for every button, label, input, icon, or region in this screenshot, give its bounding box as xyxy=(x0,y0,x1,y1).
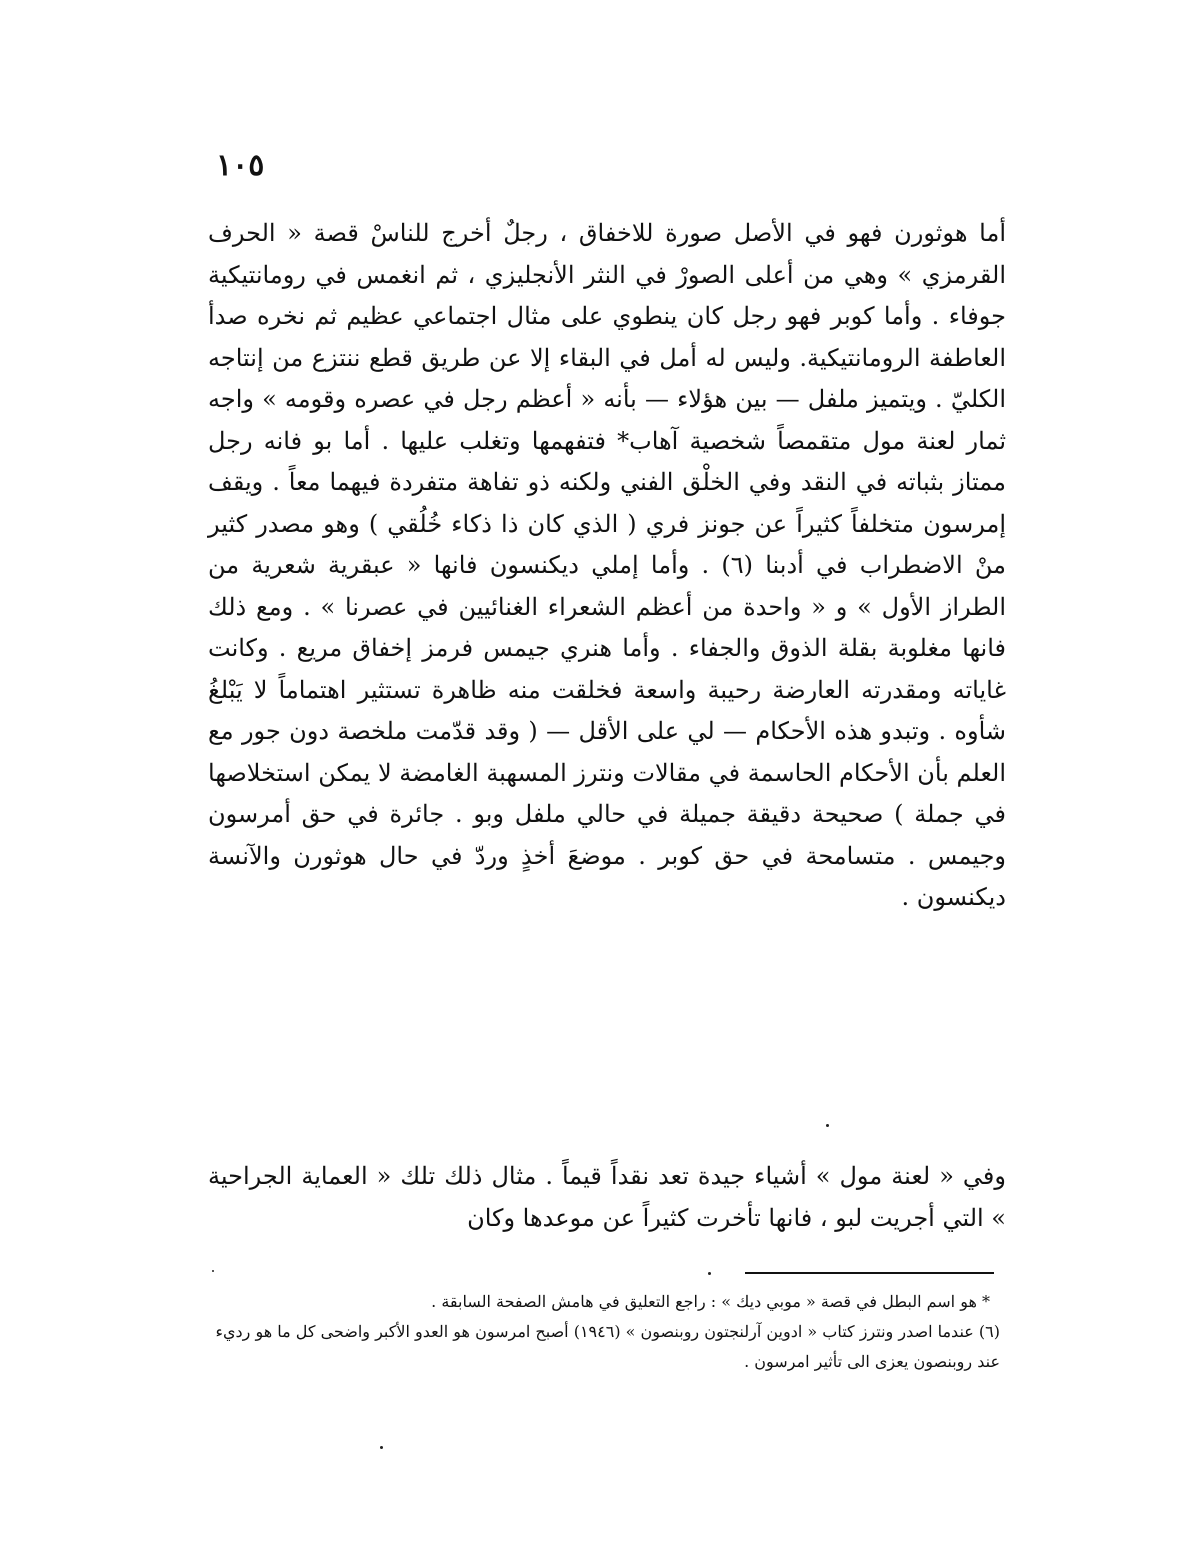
footnote-star: * هو اسم البطل في قصة « موبي ديك » : راجع التعليق في هامش الصفحة السابقة . xyxy=(431,1292,990,1311)
body-paragraph-1 xyxy=(208,213,1006,919)
footnote-separator xyxy=(745,1272,994,1274)
page-number: ١٠٥ xyxy=(216,148,265,183)
paragraph-text: أما هوثورن فهو في الأصل صورة للاخفاق ، رجلٌ أخرج للناسْ قصة « الحرف القرمزي » وهي من أعلى الصورْ في النثر الأنجليزي ، ثم انغمس في رومانتيكية جوفاء . وأما كوبر فهو رجل كان ينطوي على مثال اجتماعي عظيم ثم نخره صدأ العاطفة الرومانتيكية. وليس له أمل في البقاء إلا عن طريق قطع ننتزع من إنتاجه الكليّ . ويتميز ملفل — بين هؤلاء — بأنه « أعظم رجل في عصره وقومه » واجه ثمار لعنة مول متقمصاً شخصية آهاب* فتفهمها وتغلب عليها . أما بو فانه رجل ممتاز بثباته في النقد وفي الخلْق الفني ولكنه ذو تفاهة متفردة فيهما معاً . ويقف إمرسون متخلفاً كثيراً عن جونز فري ( الذي كان ذا ذكاء خُلُقي ) وهو مصدر كثير منْ الاضطراب في أدبنا (٦) . وأما إملي ديكنسون فانها « عبقرية شعرية من الطراز الأول » و « واحدة من أعظم الشعراء الغنائيين في عصرنا » . ومع ذلك فانها مغلوبة بقلة الذوق والجفاء . وأما هنري جيمس فرمز إخفاق مريع . وكانت غاياته ومقدرته العارضة رحيبة واسعة فخلقت منه ظاهرة تستثير اهتماماً لا يَبْلغُ شأوه . وتبدو هذه الأحكام — لي على الأقل — ( وقد قدّمت ملخصة دون جور مع العلم بأن الأحكام الحاسمة في مقالات ونترز المسهبة الغامضة لا يمكن استخلاصها في جملة ) صحيحة دقيقة جميلة في حالي ملفل وبو . جائرة في حق أمرسون وجيمس . متسامحة في حق كوبر . موضعَ أخذٍ وردّ في حال هوثورن والآنسة ديكنسون . xyxy=(208,219,1007,911)
scan-speck xyxy=(708,1272,711,1275)
scan-speck xyxy=(212,1270,214,1272)
body-paragraph-2 xyxy=(208,1156,1006,1239)
scan-speck xyxy=(826,1124,829,1127)
paragraph-text: وفي « لعنة مول » أشياء جيدة تعد نقداً قيماً . مثال ذلك تلك « العماية الجراحية » التي أجريت لبو ، فانها تأخرت كثيراً عن موعدها وكان xyxy=(208,1162,1006,1232)
footnote-6: (٦) عندما اصدر ونترز كتاب « ادوين آرلنجتون روبنصون » (١٩٤٦) أصبح امرسون هو العدو الأكبر واضحى كل ما هو رديء عند روبنصون يعزى الى تأثير امرسون . xyxy=(215,1322,1000,1371)
footnotes xyxy=(205,1287,1000,1377)
scan-speck xyxy=(380,1446,383,1449)
